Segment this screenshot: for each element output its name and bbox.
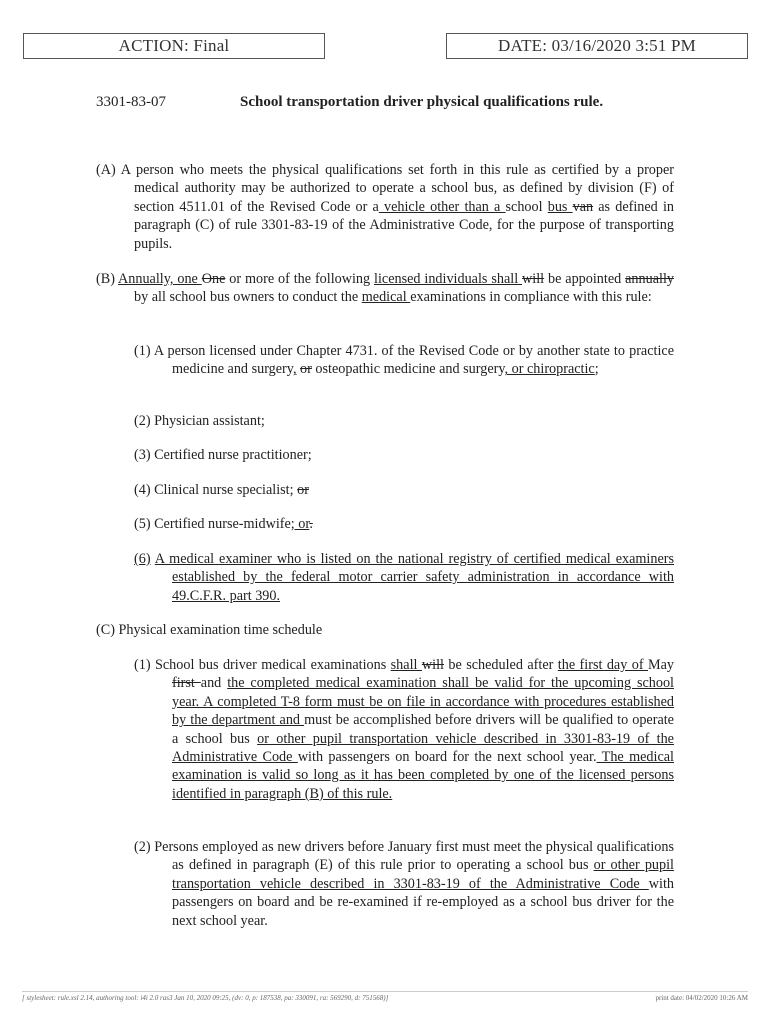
paragraph-b3: (3) Certified nurse practitioner; (134, 447, 312, 463)
footer-divider (22, 991, 748, 992)
paragraph-b2: (2) Physician assistant; (134, 413, 265, 429)
rule-title: School transportation driver physical qualifications rule. (240, 94, 604, 110)
paragraph-a: (A) A person who meets the physical qualifications set forth in this rule as certified by a proper medical authority may be authorized to operate a school bus, as defined by division (F) of section 4511.01 of the Revised Code or a vehicle other than a school bus van as defined in paragraph (C) of rule 3301-83-19 of the Administrative Code, for the purpose of transporting pupils. (96, 162, 674, 252)
paragraph-b6: (6) A medical examiner who is listed on the national registry of certified medical examiners established by the federal motor carrier safety administration in accordance with 49.C.F.R. part 390. (134, 551, 675, 604)
paragraph-c: (C) Physical examination time schedule (96, 622, 323, 638)
paragraph-b4: (4) Clinical nurse specialist; or (134, 482, 309, 498)
paragraph-c1: (1) School bus driver medical examinations shall will be scheduled after the first day of May first and the completed medical examination shall be valid for the upcoming school year. A completed T-8 form must be on file in accordance with procedures established by the department and must be accomplished before drivers will be qualified to operate a school bus or other pupil transportation vehicle described in 3301-83-19 of the Administrative Code with passengers on board for the next school year. The medical examination is valid so long as it has been completed by one of the licensed persons identified in paragraph (B) of this rule. (134, 657, 675, 802)
rule-number: 3301-83-07 (96, 94, 166, 110)
paragraph-c2: (2) Persons employed as new drivers before January first must meet the physical qualifications as defined in paragraph (E) of this rule prior to operating a school bus or other pupil transportation vehicle described in 3301-83-19 of the Administrative Code with passengers on board and be re-examined if re-employed as a school bus driver for the next school year. (134, 839, 674, 929)
footer-stylesheet-info: [ stylesheet: rule.xsl 2.14, authoring tool: i4i 2.0 ras3 Jan 10, 2020 09:25, (dv: 0, p: 187538, pa: 330091, ra: 569290, d: 751568)] (22, 994, 389, 1002)
footer-print-date: print date: 04/02/2020 10:26 AM (655, 994, 748, 1002)
paragraph-b5: (5) Certified nurse-midwife; or. (134, 516, 313, 532)
action-status-box: ACTION: Final (23, 33, 325, 59)
date-status-box: DATE: 03/16/2020 3:51 PM (446, 33, 748, 59)
paragraph-b1: (1) A person licensed under Chapter 4731. of the Revised Code or by another state to practice medicine and surgery, or osteopathic medicine and surgery, or chiropractic; (134, 343, 674, 378)
paragraph-b: (B) Annually, one One or more of the following licensed individuals shall will be appointed annually by all school bus owners to conduct the medical examinations in compliance with this rule: (96, 271, 674, 306)
